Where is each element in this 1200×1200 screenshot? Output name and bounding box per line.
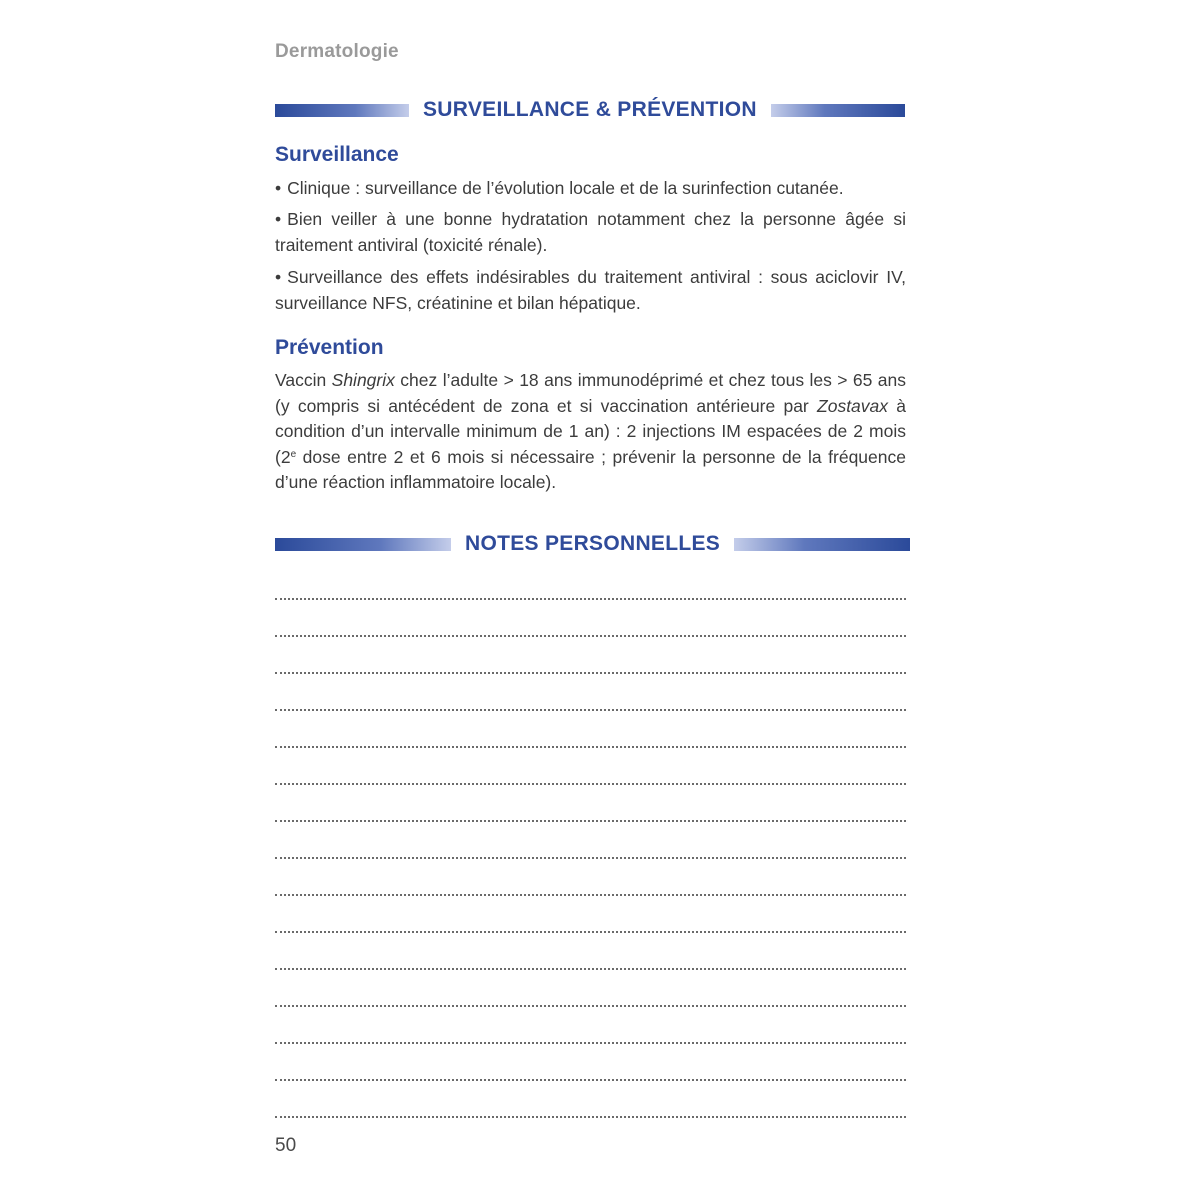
banner-title: SURVEILLANCE & PRÉVENTION xyxy=(423,98,757,121)
note-line[interactable] xyxy=(275,600,906,637)
note-line[interactable] xyxy=(275,1044,906,1081)
note-line[interactable] xyxy=(275,970,906,1007)
section-banner-surveillance-prevention xyxy=(275,96,906,124)
bullet-icon: • xyxy=(275,209,282,229)
bullet-item xyxy=(275,176,906,202)
note-line[interactable] xyxy=(275,711,906,748)
bullet-icon: • xyxy=(275,178,282,198)
book-page xyxy=(275,0,906,1200)
heading-prevention: Prévention xyxy=(275,336,384,359)
note-line[interactable] xyxy=(275,822,906,859)
note-line[interactable] xyxy=(275,933,906,970)
vaccine-name-zostavax: Zostavax xyxy=(817,395,889,416)
ordinal-superscript: e xyxy=(290,448,297,460)
prevention-text: dose entre 2 et 6 mois si nécessaire ; prévenir la personne de la fréquence d’une réaction inflammatoire locale). xyxy=(275,446,906,492)
vaccine-name-shingrix: Shingrix xyxy=(331,370,395,390)
banner-bar-right xyxy=(771,104,905,117)
note-line[interactable] xyxy=(275,1081,906,1118)
running-head: Dermatologie xyxy=(275,41,399,62)
bullet-item xyxy=(275,207,906,258)
notes-area[interactable] xyxy=(275,590,906,1118)
bullet-item xyxy=(275,265,906,316)
note-line[interactable] xyxy=(275,1007,906,1044)
note-line[interactable] xyxy=(275,785,906,822)
note-line[interactable] xyxy=(275,674,906,711)
bullet-text: Surveillance des effets indésirables du traitement antiviral : sous aciclovir IV, surveillance NFS, créatinine et bilan hépatique. xyxy=(275,267,906,313)
prevention-text: Vaccin xyxy=(275,370,332,390)
note-line[interactable] xyxy=(275,590,906,600)
note-line[interactable] xyxy=(275,859,906,896)
banner-bar-left xyxy=(275,104,409,117)
prevention-text: chez l’adulte > 18 ans immunodéprimé et chez tous les > 65 ans (y compris si antécédent de zona et si vaccination antérieure par xyxy=(275,370,907,416)
page-number: 50 xyxy=(275,1135,297,1156)
prevention-paragraph xyxy=(275,368,906,496)
note-line[interactable] xyxy=(275,748,906,785)
note-line[interactable] xyxy=(275,896,906,933)
heading-surveillance: Surveillance xyxy=(275,143,399,166)
prevention-text: à condition d’un intervalle minimum de 1 an) : 2 injections IM espacées de 2 mois (2 xyxy=(275,395,906,467)
banner-bar-left xyxy=(275,538,451,551)
section-banner-notes xyxy=(275,530,906,558)
note-line[interactable] xyxy=(275,637,906,674)
bullet-text: Clinique : surveillance de l’évolution locale et de la surinfection cutanée. xyxy=(287,178,844,198)
bullet-icon: • xyxy=(275,267,282,287)
banner-title: NOTES PERSONNELLES xyxy=(465,532,721,555)
bullet-text: Bien veiller à une bonne hydratation notamment chez la personne âgée si traitement antiviral (toxicité rénale). xyxy=(275,209,906,255)
banner-bar-right xyxy=(734,538,910,551)
